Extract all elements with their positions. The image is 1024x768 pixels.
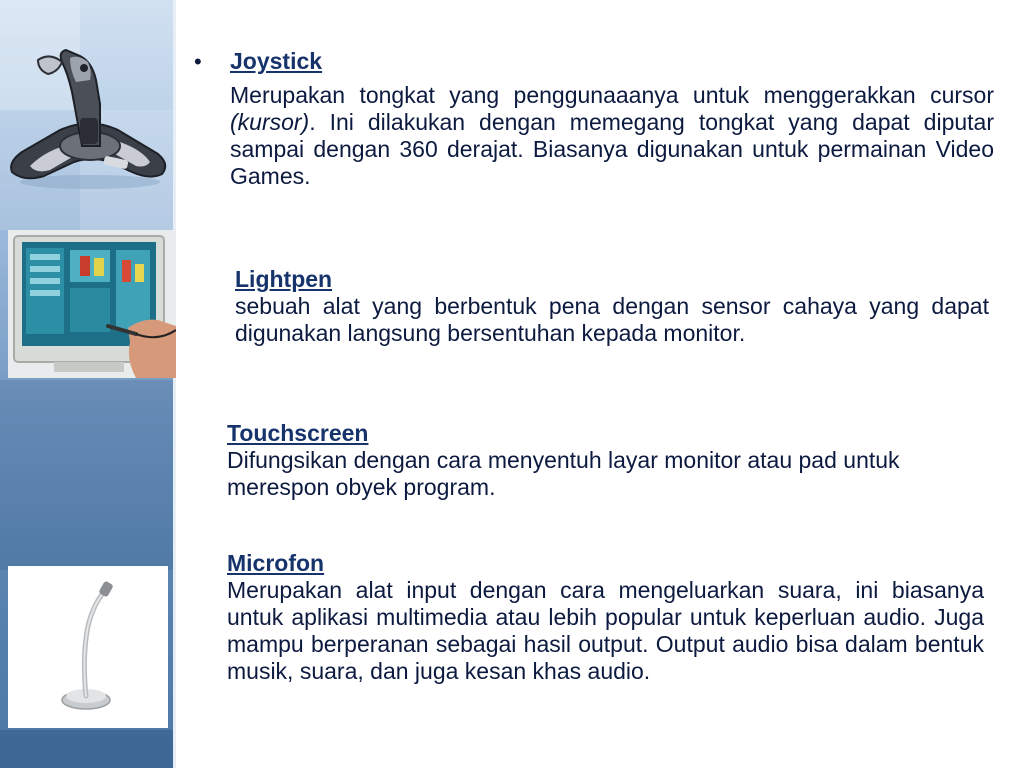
touchscreen-section xyxy=(227,420,984,501)
left-sidebar-strip xyxy=(0,0,176,768)
joystick-image xyxy=(0,22,176,192)
microfon-section xyxy=(227,550,984,685)
joystick-text-2: . Ini dilakukan dengan memegang tongkat yang dapat diputar sampai dengan 360 derajat. Biasanya digunakan untuk permainan Video Games. xyxy=(230,109,994,189)
joystick-text-italic: (kursor) xyxy=(230,109,310,135)
strip-tile xyxy=(0,380,176,570)
microphone-image xyxy=(8,566,168,728)
joystick-description xyxy=(230,82,994,190)
microfon-heading: Microfon xyxy=(227,550,325,576)
joystick-text-1: Merupakan tongkat yang penggunaaanya untuk menggerakkan cursor xyxy=(230,82,994,108)
lightpen-heading: Lightpen xyxy=(235,266,333,292)
touchscreen-description: Difungsikan dengan cara menyentuh layar monitor atau pad untuk merespon obyek program. xyxy=(227,447,900,500)
lightpen-section xyxy=(235,266,989,347)
touchscreen-heading: Touchscreen xyxy=(227,420,369,446)
strip-tile xyxy=(0,730,176,768)
joystick-heading: Joystick xyxy=(230,48,323,74)
lightpen-monitor-image xyxy=(8,230,176,378)
bullet-point: • xyxy=(194,49,202,74)
joystick-section xyxy=(230,48,994,190)
microfon-description: Merupakan alat input dengan cara mengeluarkan suara, ini biasanya untuk aplikasi multimedia atau lebih popular untuk keperluan audio. Juga mampu berperanan sebagai hasil output. Output audio bisa dalam bentuk musik, suara, dan juga kesan khas audio. xyxy=(227,577,984,684)
lightpen-description: sebuah alat yang berbentuk pena dengan sensor cahaya yang dapat digunakan langsung bersentuhan kepada monitor. xyxy=(235,293,989,346)
